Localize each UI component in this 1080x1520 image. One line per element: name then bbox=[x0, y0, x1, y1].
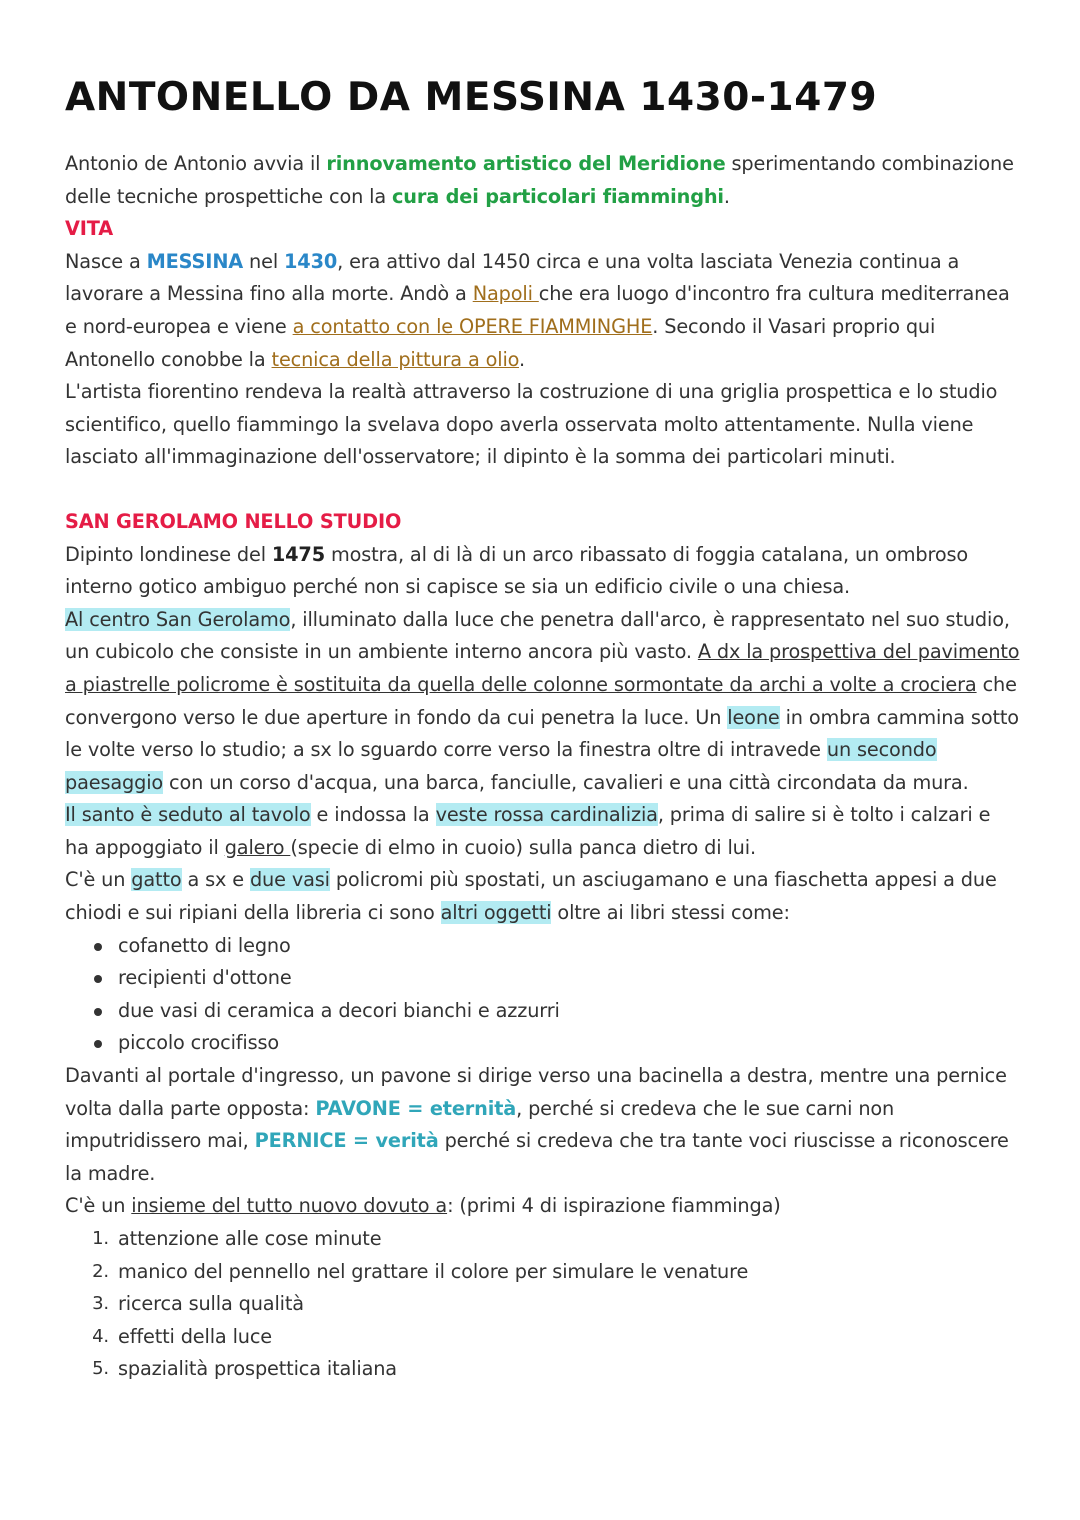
body-text: , prima di salire si è tolto i calzari e ha appoggiato il bbox=[65, 803, 991, 859]
san-gerolamo-paragraph-2 bbox=[65, 604, 1020, 800]
objects-bullet-list bbox=[65, 930, 1020, 1060]
list-number: 2. bbox=[92, 1260, 109, 1282]
symbol-keyword: PAVONE = eternità bbox=[315, 1096, 517, 1120]
intro-paragraph bbox=[65, 148, 1020, 213]
body-text: C'è un bbox=[65, 868, 132, 892]
underlined-text: insieme del tutto nuovo dovuto a bbox=[131, 1194, 448, 1218]
vita-paragraph-2: L'artista fiorentino rendeva la realtà attraverso la costruzione di una griglia prospettica e lo studio scientifico, quello fiammingo la svelava dopo averla osservata molto attentamente. Nulla viene lasciato all'immaginazione dell'osservatore; il dipinto è la somma dei particolari minuti. bbox=[65, 380, 998, 469]
list-number: 3. bbox=[92, 1293, 109, 1315]
body-text: , perché si credeva che le sue carni non imputridissero mai, bbox=[65, 1096, 895, 1153]
vita-keyword: MESSINA bbox=[146, 249, 244, 273]
san-gerolamo-paragraph-4 bbox=[65, 864, 1020, 929]
list-item: cofanetto di legno bbox=[118, 930, 1020, 963]
opere-fiamminghe-link[interactable]: a contatto con le OPERE FIAMMINGHE bbox=[292, 314, 653, 338]
vita-text: , era attivo dal 1450 circa e una volta lasciata Venezia continua a lavorare a Messina fino alla morte. Andò a bbox=[65, 249, 960, 306]
body-text: a sx e bbox=[181, 868, 250, 892]
body-text: (specie di elmo in cuoio) sulla panca dietro di lui. bbox=[290, 835, 756, 859]
body-text: mostra, al di là di un arco ribassato di foggia catalana, un ombroso interno gotico ambiguo perché non si capisce se sia un edificio civile o una chiesa. bbox=[65, 542, 969, 599]
list-item bbox=[92, 1288, 1020, 1321]
list-item: due vasi di ceramica a decori bianchi e azzurri bbox=[118, 995, 1020, 1028]
body-text: in ombra cammina sotto le volte verso lo studio; a sx lo sguardo corre verso la finestra oltre di intravede bbox=[65, 705, 1019, 762]
highlighted-text: altri oggetti bbox=[440, 901, 552, 925]
section-heading-vita: VITA bbox=[65, 217, 114, 241]
body-text: oltre ai libri stessi come: bbox=[551, 901, 790, 925]
vita-keyword: 1430 bbox=[284, 249, 338, 273]
body-text: perché si credeva che tra tante voci riuscisse a riconoscere la madre. bbox=[65, 1129, 1009, 1185]
body-text: , illuminato dalla luce che penetra dall'arco, è rappresentato nel suo studio, un cubicolo che consiste in un ambiente interno ancora più vasto. bbox=[65, 607, 1010, 664]
body-text: con un corso d'acqua, una barca, fanciulle, cavalieri e una città circondata da mura. bbox=[163, 770, 969, 794]
san-gerolamo-paragraph-1 bbox=[65, 539, 1020, 604]
intro-text: sperimentando combinazione delle tecniche prospettiche con la bbox=[65, 152, 1014, 208]
intro-text: . bbox=[723, 184, 730, 208]
vita-text: che era luogo d'incontro fra cultura mediterranea e nord-europea e viene bbox=[65, 282, 1010, 338]
highlighted-text: un secondo paesaggio bbox=[65, 738, 937, 794]
list-item-text: attenzione alle cose minute bbox=[118, 1227, 382, 1250]
list-item bbox=[92, 1223, 1020, 1256]
underlined-text: A dx la prospettiva del pavimento a piastrelle policrome è sostituita da quella delle colonne sormontate da archi a volte a crociera bbox=[65, 640, 1020, 696]
san-gerolamo-paragraph-6 bbox=[65, 1190, 1020, 1223]
intro-text: Antonio de Antonio avvia il bbox=[65, 152, 327, 175]
list-item-text: ricerca sulla qualità bbox=[118, 1292, 304, 1316]
body-text: e indossa la bbox=[310, 803, 436, 827]
highlighted-text: leone bbox=[727, 705, 780, 729]
vita-paragraph bbox=[65, 246, 1020, 376]
intro-green-highlight: rinnovamento artistico del Meridione bbox=[326, 152, 726, 175]
highlighted-text: Il santo è seduto al tavolo bbox=[65, 803, 311, 827]
list-item-text: manico del pennello nel grattare il colore per simulare le venature bbox=[118, 1259, 749, 1283]
list-item bbox=[92, 1321, 1020, 1354]
novelty-numbered-list bbox=[65, 1223, 1020, 1386]
vita-text: Nasce a bbox=[65, 249, 147, 273]
highlighted-text: gatto bbox=[131, 868, 182, 892]
vita-text: nel bbox=[243, 249, 285, 273]
page-title: ANTONELLO DA MESSINA 1430-1479 bbox=[65, 75, 878, 120]
body-text: che convergono verso le due aperture in fondo da cui penetra la luce. Un bbox=[65, 672, 1017, 729]
section-heading-san-gerolamo: SAN GEROLAMO NELLO STUDIO bbox=[65, 509, 402, 533]
body-text: C'è un bbox=[65, 1194, 132, 1218]
symbol-keyword: PERNICE = verità bbox=[254, 1129, 439, 1153]
vita-text: . Secondo il Vasari proprio qui Antonello conobbe la bbox=[65, 314, 936, 371]
body-text: policromi più spostati, un asciugamano e una fiaschetta appesi a due chiodi e sui ripiani della libreria ci sono bbox=[65, 868, 997, 925]
list-number: 5. bbox=[92, 1358, 109, 1380]
san-gerolamo-paragraph-5 bbox=[65, 1060, 1020, 1190]
list-number: 4. bbox=[92, 1325, 109, 1347]
body-text: : (primi 4 di ispirazione fiamminga) bbox=[447, 1194, 781, 1218]
intro-green-highlight: cura dei particolari fiamminghi bbox=[392, 184, 724, 208]
list-item-text: effetti della luce bbox=[118, 1324, 273, 1348]
body-text: Dipinto londinese del bbox=[65, 542, 272, 566]
body-text: Davanti al portale d'ingresso, un pavone si dirige verso una bacinella a destra, mentre una pernice volta dalla parte opposta: bbox=[65, 1064, 1007, 1120]
highlighted-text: due vasi bbox=[249, 868, 330, 892]
vita-text: . bbox=[518, 347, 525, 371]
napoli-link[interactable]: Napoli bbox=[472, 282, 539, 306]
list-number: 1. bbox=[92, 1228, 109, 1249]
highlighted-text: Al centro San Gerolamo bbox=[65, 607, 291, 631]
list-item-text: spazialità prospettica italiana bbox=[118, 1357, 397, 1381]
underlined-text: galero bbox=[224, 835, 291, 859]
highlighted-text: veste rossa cardinalizia bbox=[435, 803, 658, 827]
list-item bbox=[92, 1256, 1020, 1289]
pittura-olio-link[interactable]: tecnica della pittura a olio bbox=[271, 347, 519, 371]
list-item: recipienti d'ottone bbox=[118, 962, 1020, 995]
list-item: piccolo crocifisso bbox=[118, 1027, 1020, 1060]
san-gerolamo-paragraph-3 bbox=[65, 799, 1020, 864]
list-item bbox=[92, 1353, 1020, 1386]
year-bold: 1475 bbox=[271, 542, 325, 566]
